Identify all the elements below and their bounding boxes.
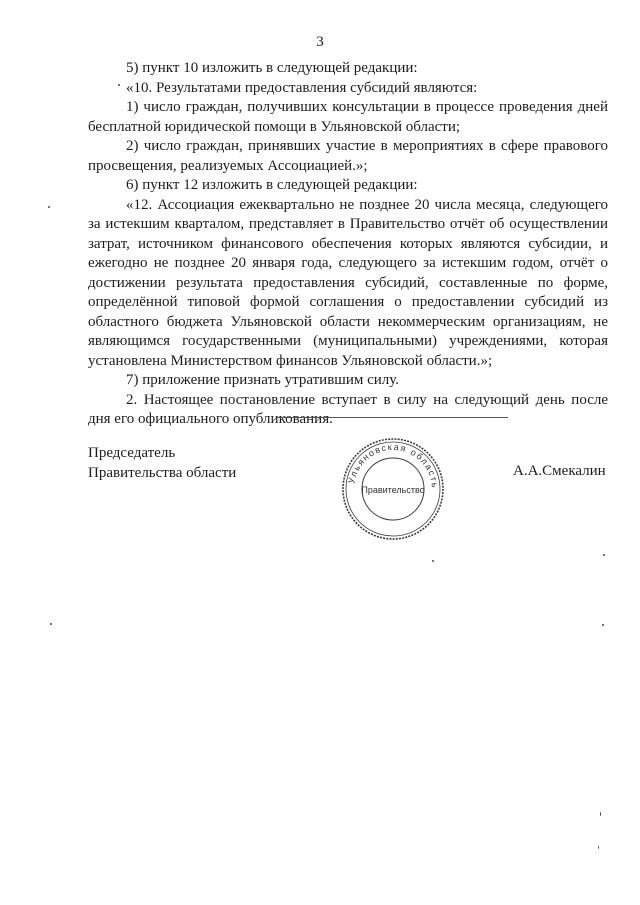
scan-speck (432, 560, 434, 562)
paragraph-effective-date: 2. Настоящее постановление вступает в силу на следующий день после дня его официального опубликования. (88, 391, 608, 427)
official-seal (340, 436, 446, 542)
scan-speck (118, 84, 120, 86)
paragraph-point-12: «12. Ассоциация ежеквартально не позднее 20 числа месяца, следующего за истекшим кварталом, представляет в Правительство отчёт об осуществлении затрат, источником финансового обеспечения которых являются субсидии, и ежегодно не позднее 20 января года, следующего за истекшим годом, отчёт о достижении результата предоставления субсидий, составленные по форме, определённой типовой формой соглашения о предоставлении субсидий из областного бюджета Ульяновской области некоммерческим организациям, не являющимся государственными (муниципальными) учреждениями, которая установлена Министерством финансов Ульяновской области.»; (88, 196, 608, 369)
signatory-title-line2: Правительства области (88, 465, 237, 481)
scan-speck (598, 846, 599, 849)
paragraph-item-5: 5) пункт 10 изложить в следующей редакции: (126, 60, 418, 76)
paragraph-subpoint-2: 2) число граждан, принявших участие в мероприятиях в сфере правового просвещения, реализуемых Ассоциацией.»; (88, 138, 608, 174)
svg-text:Ульяновская область (346, 442, 440, 489)
signatory-title (88, 443, 236, 483)
separator-line (276, 417, 508, 418)
scan-speck (603, 554, 605, 556)
seal-center-text: Правительство (361, 485, 425, 495)
paragraph-point-10: «10. Результатами предоставления субсидий являются: (126, 79, 478, 96)
scan-speck (50, 623, 52, 625)
scan-speck (602, 624, 604, 626)
document-body (88, 59, 608, 430)
scan-speck (48, 206, 50, 208)
page-number: 3 (316, 34, 324, 50)
paragraph-subpoint-1: 1) число граждан, получивших консультации в процессе проведения дней бесплатной юридической помощи в Ульяновской области; (88, 99, 608, 135)
signatory-title-line1: Председатель (88, 445, 176, 461)
signatory-name: А.А.Смекалин (513, 463, 606, 479)
seal-ring-text: Ульяновская область (346, 441, 441, 490)
paragraph-item-6: 6) пункт 12 изложить в следующей редакции: (126, 177, 418, 193)
scan-speck (600, 812, 601, 816)
paragraph-item-7: 7) приложение признать утратившим силу. (126, 372, 400, 388)
